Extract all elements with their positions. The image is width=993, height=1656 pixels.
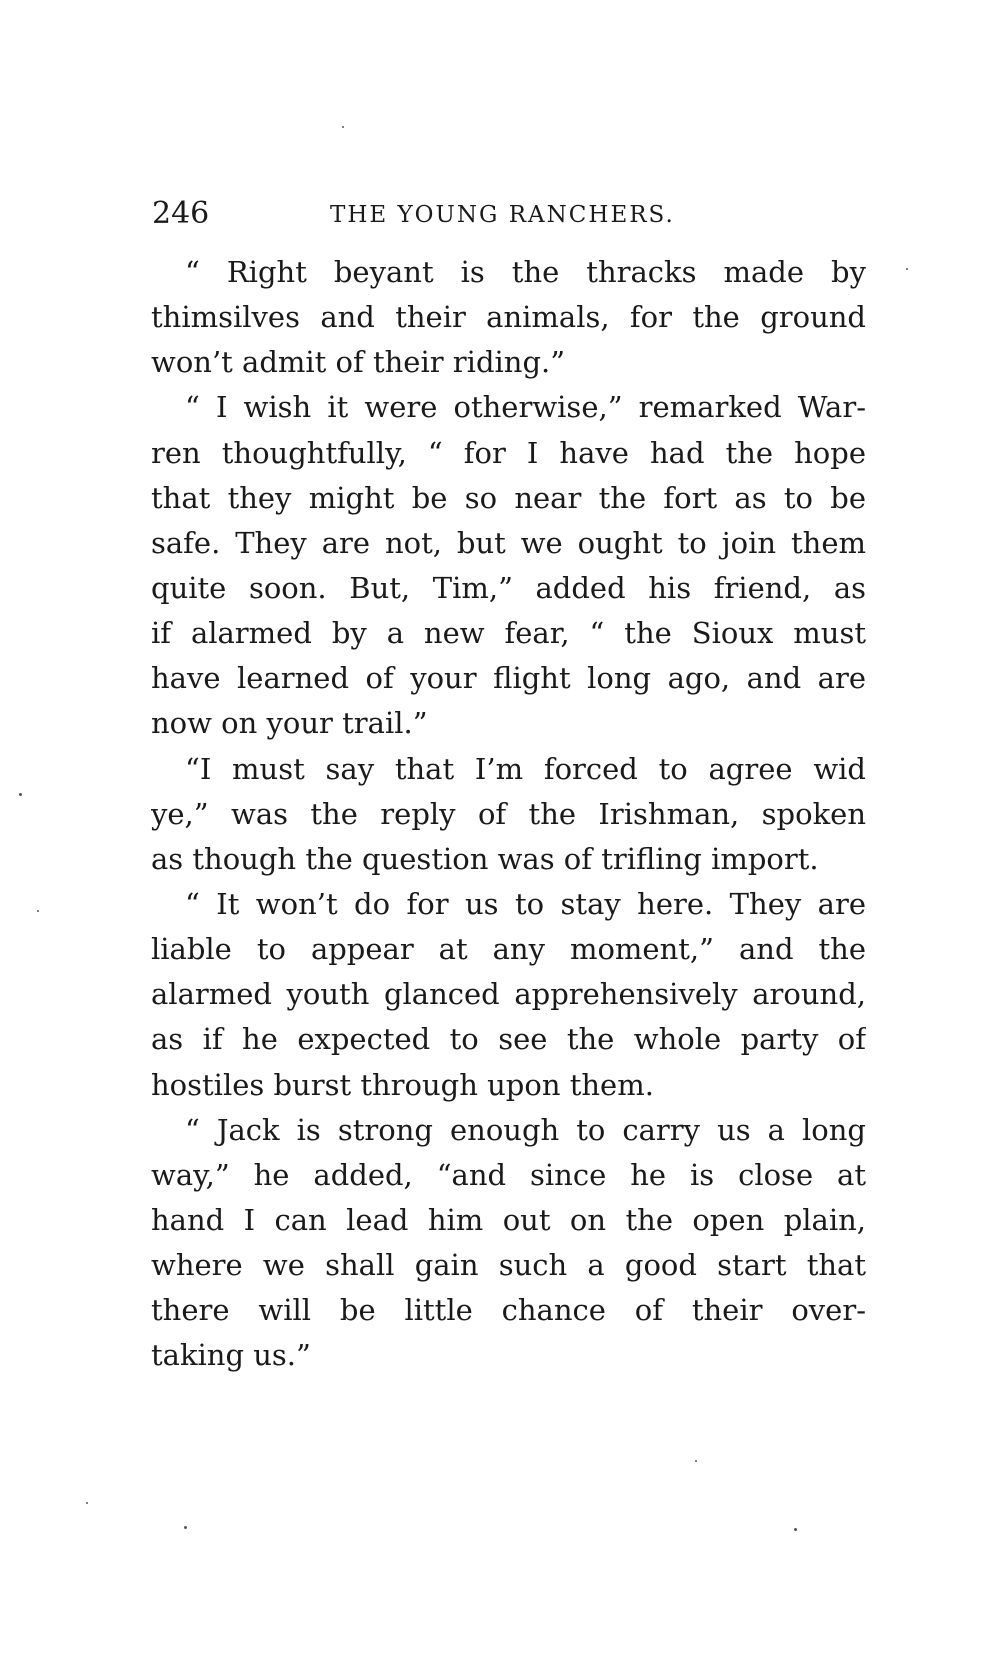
running-head xyxy=(152,196,872,236)
text-line: “ Right beyant is the thracks made by xyxy=(185,255,866,289)
text-line: hostiles burst through upon them. xyxy=(151,1067,654,1102)
scan-speck xyxy=(695,1460,697,1462)
paragraph xyxy=(151,385,866,746)
text-line: “ It won’t do for us to stay here. They are xyxy=(185,886,866,921)
text-line: ye,” was the reply of the Irishman, spoken xyxy=(151,796,866,831)
scan-speck xyxy=(906,268,908,270)
text-line: way,” he added, “and since he is close at xyxy=(151,1157,866,1192)
text-line: now on your trail.” xyxy=(151,706,428,741)
text-line: thimsilves and their animals, for the ground xyxy=(151,300,866,335)
text-line: safe. They are not, but we ought to join them xyxy=(151,525,866,560)
text-line: “ I wish it were otherwise,” remarked War- xyxy=(185,390,866,425)
page-number: 246 xyxy=(152,196,210,231)
text-line: as though the question was of trifling import. xyxy=(151,841,819,876)
text-line: hand I can lead him out on the open plain, xyxy=(151,1202,866,1237)
text-line: “I must say that I’m forced to agree wid xyxy=(185,751,866,786)
text-line: quite soon. But, Tim,” added his friend, as xyxy=(151,570,866,605)
paragraph xyxy=(151,747,866,882)
paragraph xyxy=(151,1108,866,1379)
text-line: if alarmed by a new fear, “ the Sioux must xyxy=(151,616,866,651)
text-line: ren thoughtfully, “ for I have had the hope xyxy=(151,435,866,470)
text-line: taking us.” xyxy=(151,1338,311,1373)
text-line: have learned of your flight long ago, and are xyxy=(151,661,866,696)
text-line: where we shall gain such a good start that xyxy=(151,1248,866,1283)
text-line: alarmed youth glanced apprehensively around, xyxy=(151,977,866,1012)
paragraph xyxy=(151,882,866,1108)
running-title: THE YOUNG RANCHERS. xyxy=(330,202,675,228)
text-line: liable to appear at any moment,” and the xyxy=(151,932,866,967)
scan-speck xyxy=(794,1528,797,1531)
text-line: there will be little chance of their over- xyxy=(151,1293,866,1328)
scan-speck xyxy=(86,1502,88,1504)
text-line: “ Jack is strong enough to carry us a long xyxy=(185,1112,866,1147)
scan-speck xyxy=(37,910,39,912)
text-line: as if he expected to see the whole party of xyxy=(151,1022,866,1057)
scan-speck xyxy=(342,126,344,128)
text-line: that they might be so near the fort as to be xyxy=(151,480,866,515)
body-text xyxy=(151,250,866,1379)
scan-speck xyxy=(184,1526,187,1529)
text-line: won’t admit of their riding.” xyxy=(151,345,566,380)
paragraph xyxy=(151,250,866,385)
scan-speck xyxy=(19,793,22,796)
